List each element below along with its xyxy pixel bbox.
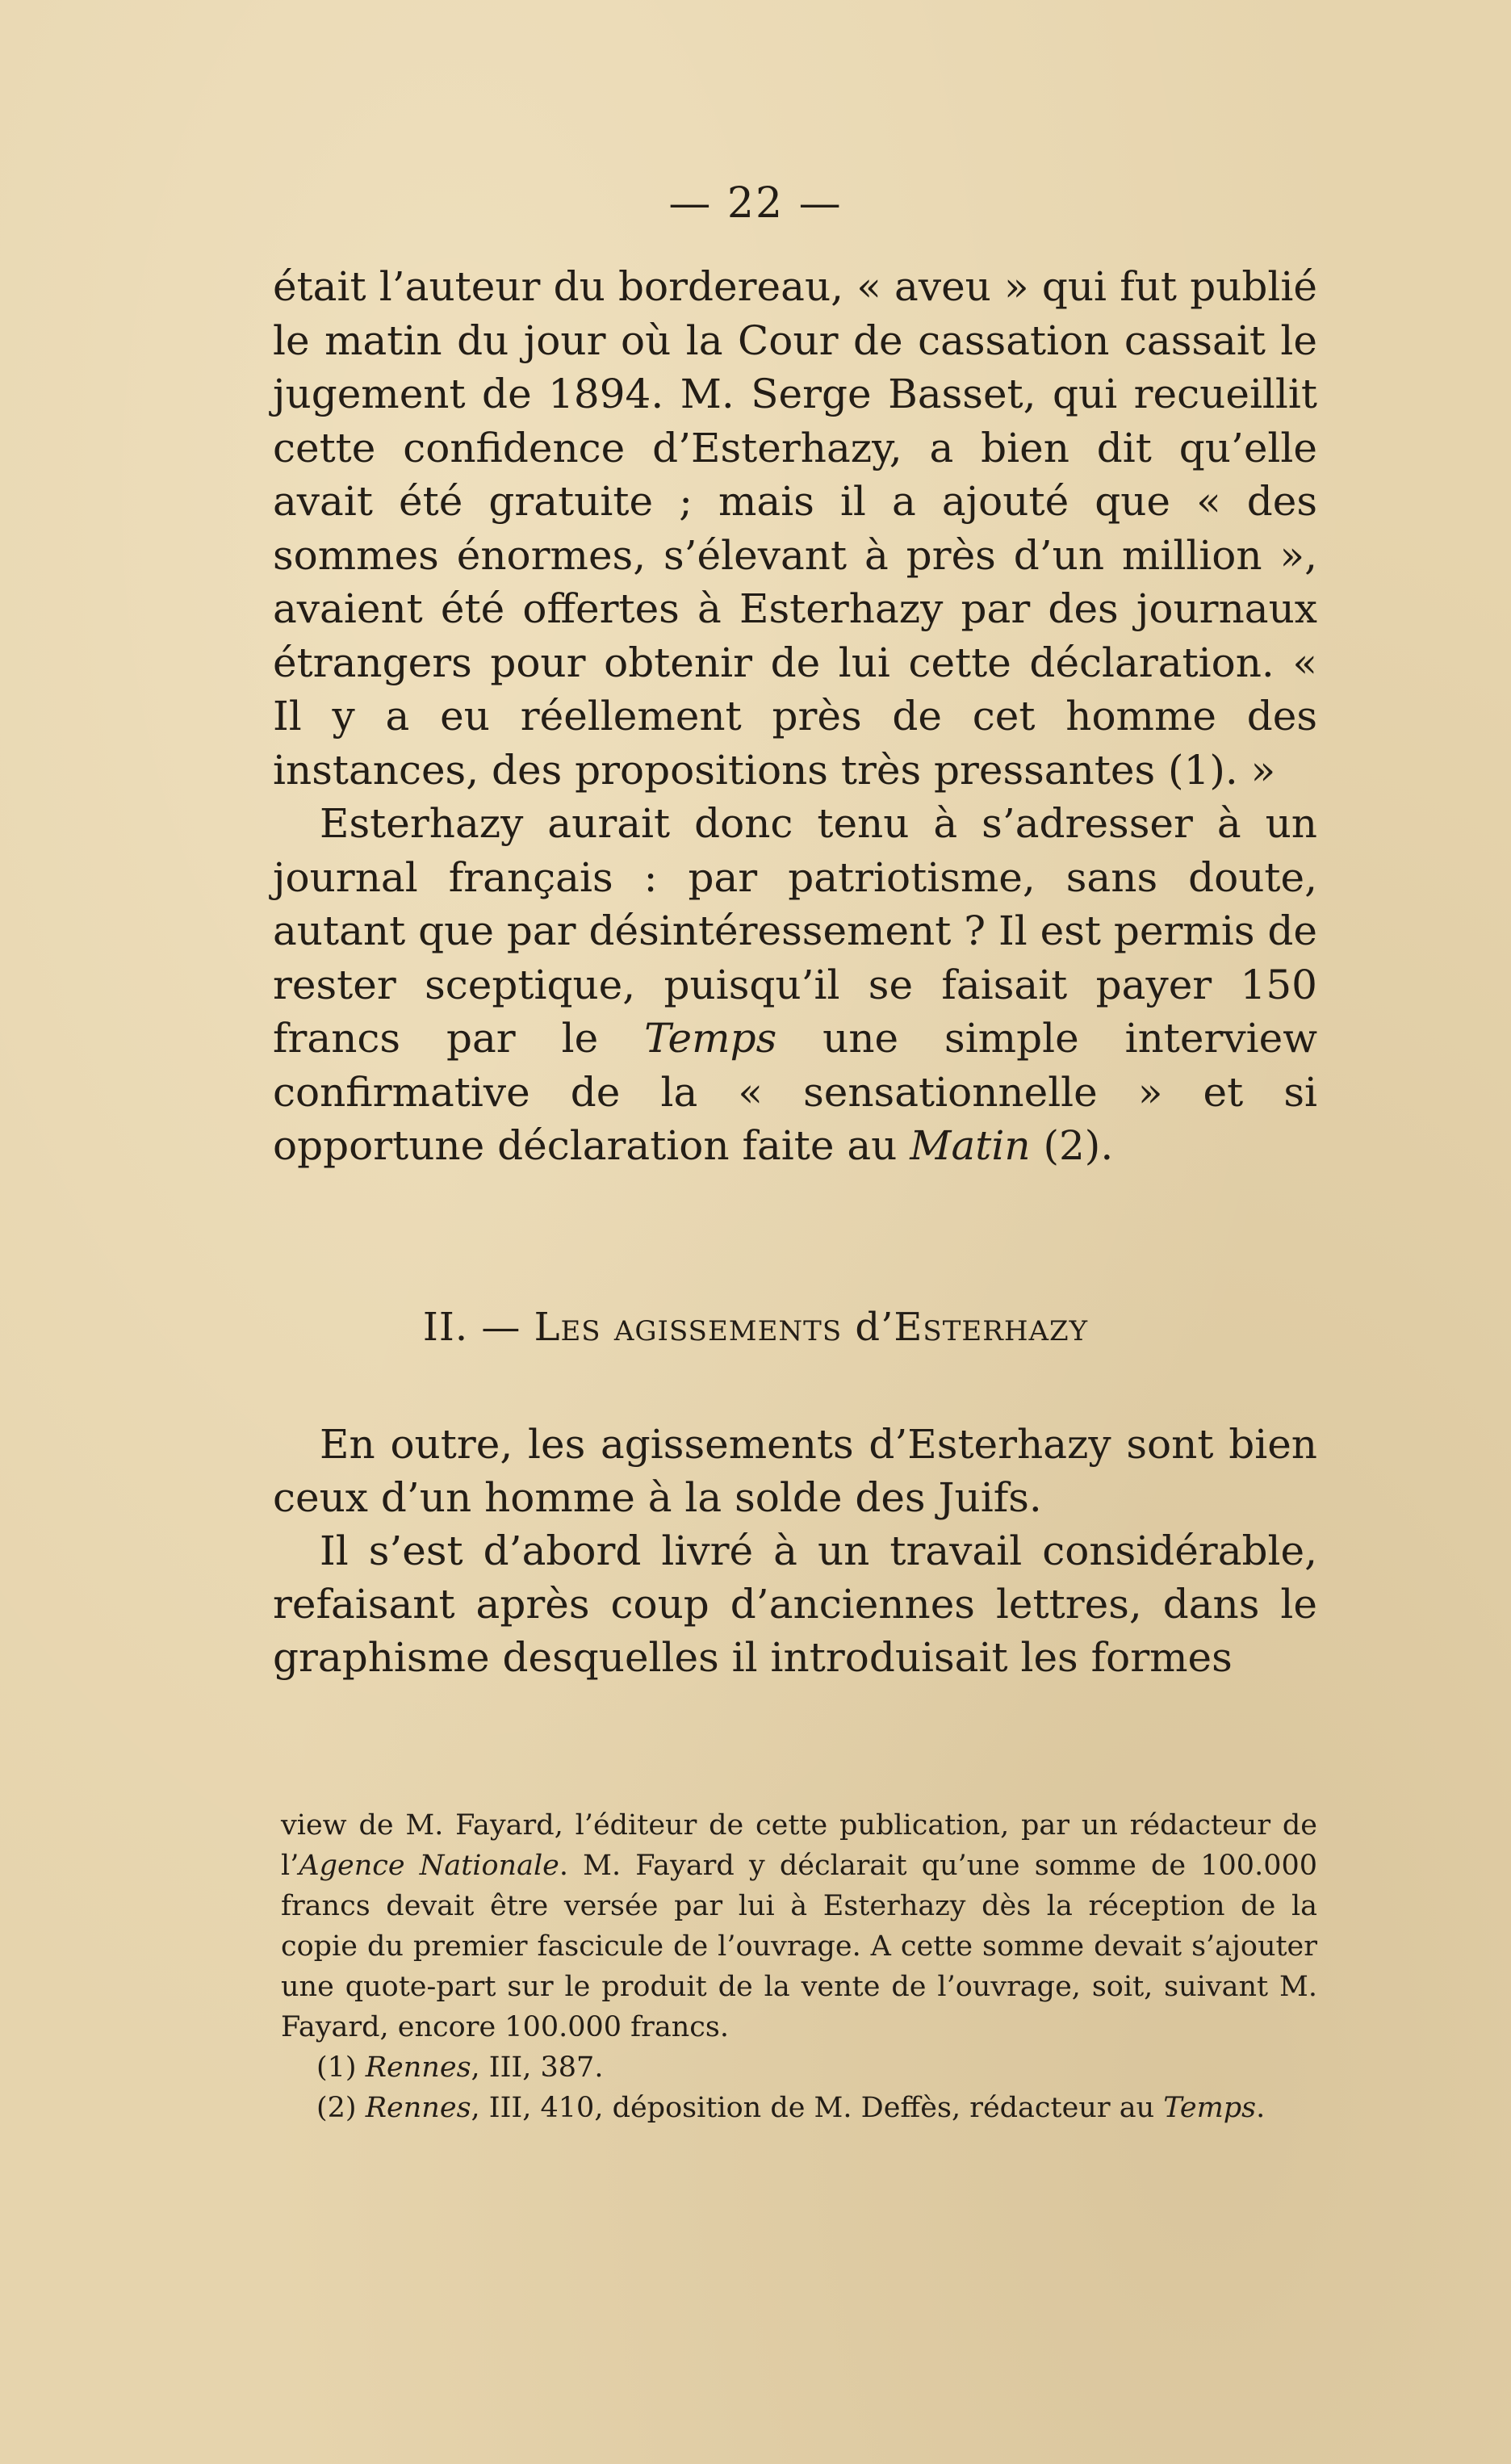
footnote-text: . [1256, 2092, 1266, 2124]
paragraph-text: Esterhazy aurait donc tenu à s’adresser à un journal français : par patriotisme, sans doute, autant que par désintéressement ? Il est permis de rester sceptique, puisqu’il se faisait payer 150 francs par le [273, 800, 1317, 1062]
newspaper-name-matin: Matin [910, 1122, 1031, 1169]
footnote-source: Rennes [365, 2092, 471, 2124]
footnote-source: Rennes [365, 2051, 471, 2084]
footnote-text: . M. Fayard y déclarait qu’une somme de 100.000 francs devait être versée par lui à Esterhazy dès la réception de la copie du premier fascicule de l’ouvrage. A cette somme devait s’ajouter une quote-part sur le produit de la vente de l’ouvrage, soit, suivant M. Fayard, encore 100.000 francs. [281, 1850, 1317, 2043]
newspaper-name-temps: Temps [1163, 2092, 1257, 2124]
section-title-name: Esterhazy [894, 1305, 1089, 1350]
footnote-label: (2) [316, 2092, 366, 2124]
section-numeral: II. — [422, 1305, 534, 1350]
agency-name: Agence Nationale [299, 1850, 559, 1882]
footnote-1 [281, 2047, 1317, 2088]
paragraph-travail: Il s’est d’abord livré à un travail considérable, refaisant après coup d’anciennes lettres, dans le graphisme desquelles il introduisait les formes [273, 1527, 1317, 1681]
newspaper-name-temps: Temps [644, 1015, 777, 1062]
paragraph-esterhazy-journal [273, 797, 1317, 1173]
paragraph-continued: était l’auteur du bordereau, « aveu » qui fut publié le matin du jour où la Cour de cassation cassait le jugement de 1894. M. Serge Basset, qui recueillit cette confidence d’Esterhazy, a bien dit qu’elle avait été gratuite ; mais il a ajouté que « des sommes énormes, s’élevant à près d’un million », avaient été offertes à Esterhazy par des journaux étrangers pour obtenir de lui cette déclaration. « Il y a eu réellement près de cet homme des instances, des propositions très pressantes (1). » [273, 263, 1317, 794]
section-title: Les agissements [534, 1305, 843, 1350]
footnotes [281, 1805, 1317, 2128]
paragraph-agissements: En outre, les agissements d’Esterhazy sont bien ceux d’un homme à la solde des Juifs. [273, 1421, 1317, 1521]
paragraph-text: une simple interview confirmative de la « sensationnelle » et si opportune déclaration faite au [273, 1015, 1317, 1169]
footnote-text: , III, 410, déposition de M. Deffès, rédacteur au [471, 2092, 1164, 2124]
footnote-continued [281, 1805, 1317, 2047]
section-heading [0, 1305, 1511, 1350]
paragraph-text: (2). [1030, 1122, 1114, 1169]
main-text-block [273, 260, 1317, 1173]
page-number: — 22 — [668, 179, 843, 228]
footnote-text: view de M. Fayard, l’éditeur de cette publication, par un rédacteur de l’ [281, 1809, 1317, 1882]
footnote-2 [281, 2088, 1317, 2128]
section-text-block [273, 1418, 1317, 1684]
footnote-label: (1) [316, 2051, 366, 2084]
footnote-text: , III, 387. [471, 2051, 604, 2084]
section-title-apostrophe: d’ [842, 1305, 894, 1350]
